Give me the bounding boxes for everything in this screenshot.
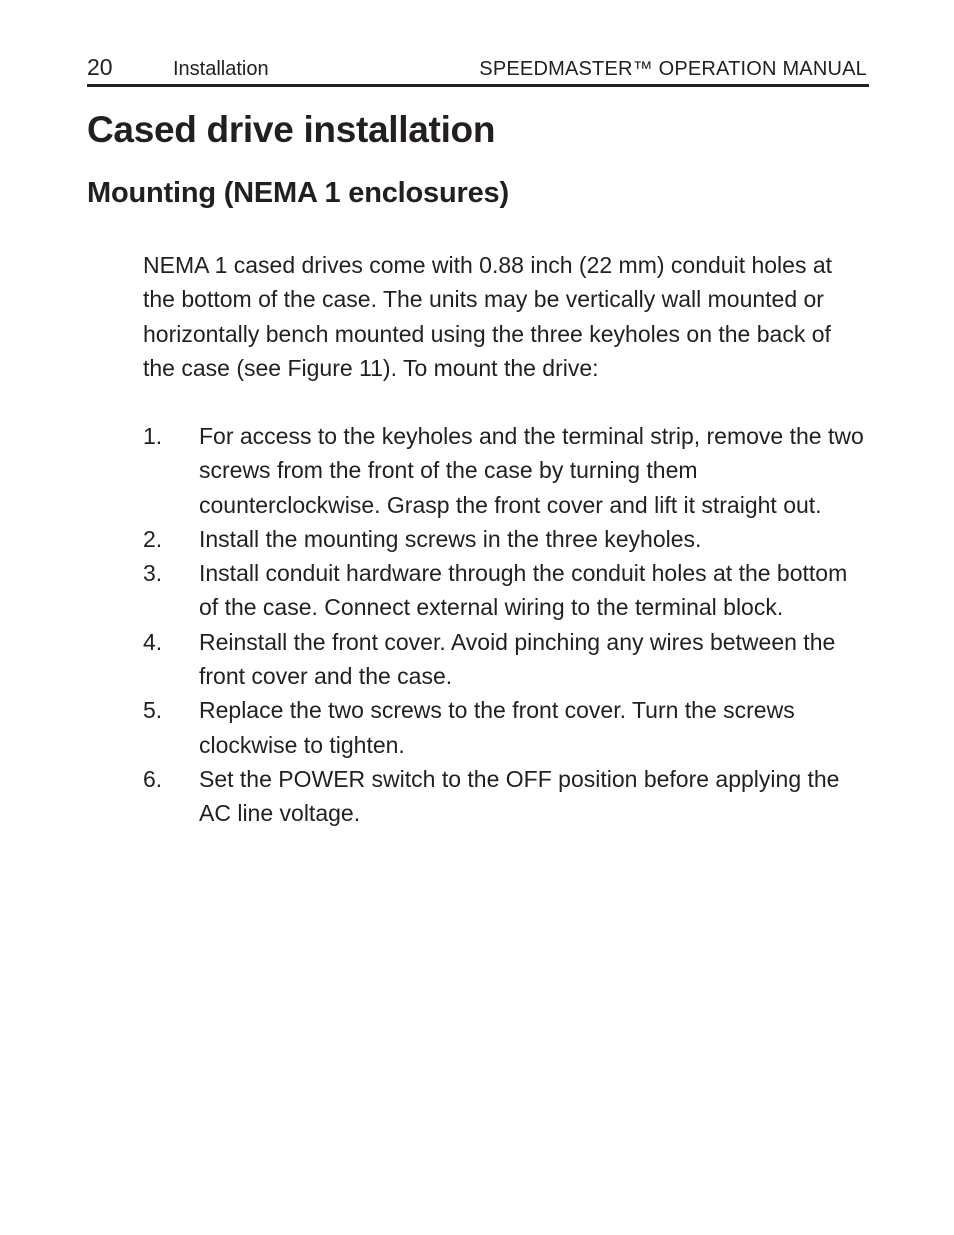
step-item xyxy=(143,625,867,694)
page-number: 20 xyxy=(87,54,113,80)
step-text: Replace the two screws to the front cover. Turn the screws clockwise to tighten. xyxy=(199,697,795,758)
step-number: 4. xyxy=(143,628,163,655)
subsection-title: Mounting (NEMA 1 enclosures) xyxy=(87,177,509,209)
step-item xyxy=(143,762,867,831)
step-number: 3. xyxy=(143,560,163,587)
step-number: 2. xyxy=(143,525,163,552)
running-header xyxy=(87,52,869,87)
intro-paragraph: NEMA 1 cased drives come with 0.88 inch (22 mm) conduit holes at the bottom of the case. The units may be vertically wall mounted or horizontally bench mounted using the three keyholes on the back of the case (see Figure 11). To mount the drive: xyxy=(143,252,833,381)
step-text: Reinstall the front cover. Avoid pinching any wires between the front cover and the case. xyxy=(199,628,836,690)
section-name: Installation xyxy=(173,58,269,80)
page-title: Cased drive installation xyxy=(87,109,496,150)
step-text: Install the mounting screws in the three keyholes. xyxy=(199,525,702,552)
installation-steps xyxy=(143,419,867,831)
step-text: Install conduit hardware through the conduit holes at the bottom of the case. Connect external wiring to the terminal block. xyxy=(199,560,848,621)
step-number: 5. xyxy=(143,697,163,724)
step-text: For access to the keyholes and the terminal strip, remove the two screws from the front of the case by turning them counterclockwise. Grasp the front cover and lift it straight out. xyxy=(199,423,864,518)
step-text: Set the POWER switch to the OFF position before applying the AC line voltage. xyxy=(199,765,840,827)
step-item xyxy=(143,556,867,625)
step-item xyxy=(143,693,867,762)
manual-title: SPEEDMASTER™ OPERATION MANUAL xyxy=(479,58,867,80)
step-item xyxy=(143,522,867,556)
step-item xyxy=(143,419,867,522)
step-number: 6. xyxy=(143,765,163,792)
step-number: 1. xyxy=(143,423,163,449)
